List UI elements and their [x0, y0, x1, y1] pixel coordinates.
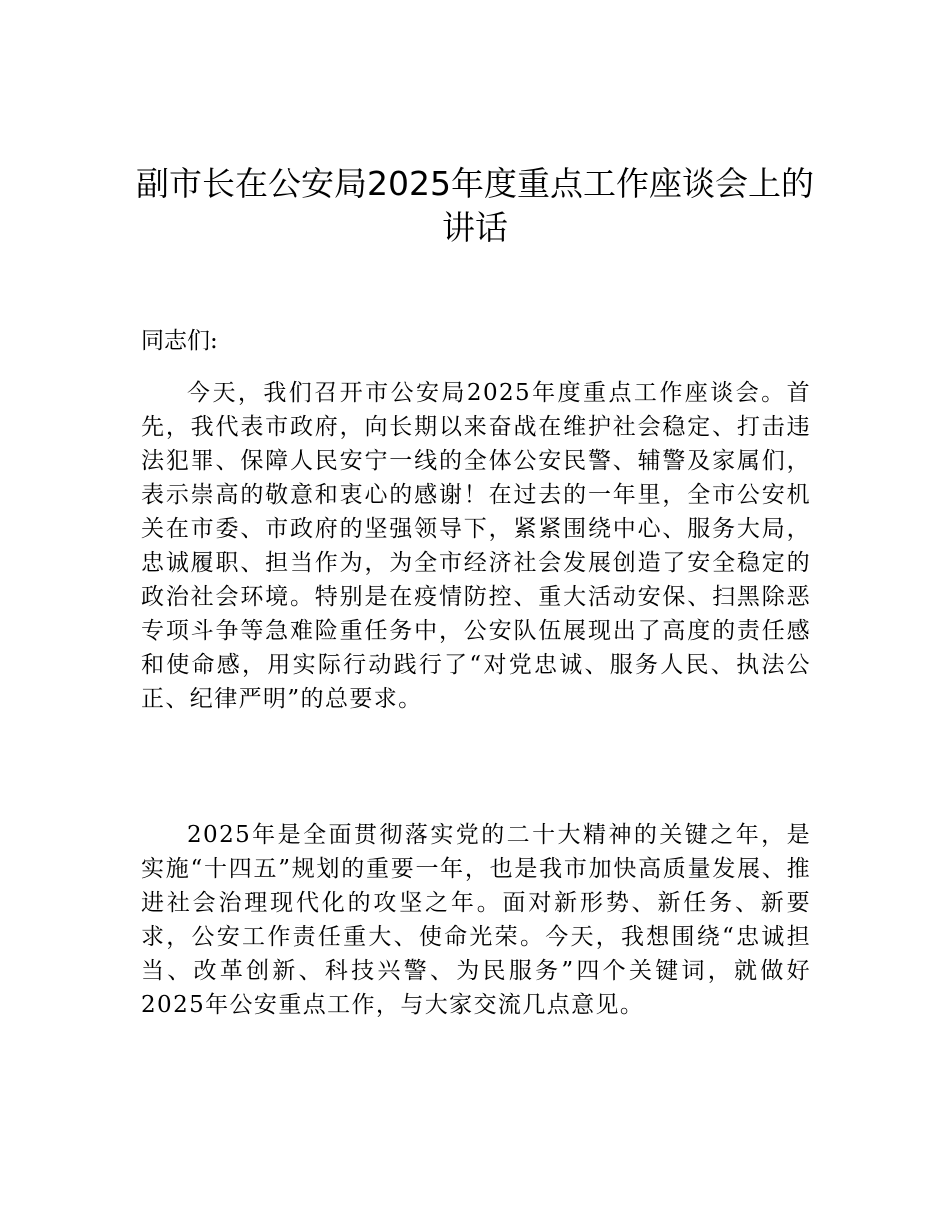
paragraph-2: 2025年是全面贯彻落实党的二十大精神的关键之年，是实施“十四五”规划的重要一年，也是我市加快高质量发展、推进社会治理现代化的攻坚之年。面对新形势、新任务、新要求，公安工作责任重大、使命光荣。今天，我想围绕“忠诚担当、改革创新、科技兴警、为民服务”四个关键词，就做好2025年公安重点工作，与大家交流几点意见。	[141, 822, 811, 1018]
document-title: 副市长在公安局2025年度重点工作座谈会上的讲话	[136, 164, 814, 247]
paragraph-1: 今天，我们召开市公安局2025年度重点工作座谈会。首先，我代表市政府，向长期以来奋战在维护社会稳定、打击违法犯罪、保障人民安宁一线的全体公安民警、辅警及家属们，表示崇高的敬意和衷心的感谢！在过去的一年里，全市公安机关在市委、市政府的坚强领导下，紧紧围绕中心、服务大局，忠诚履职、担当作为，为全市经济社会发展创造了安全稳定的政治社会环境。特别是在疫情防控、重大活动安保、扫黑除恶专项斗争等急难险重任务中，公安队伍展现出了高度的责任感和使命感，用实际行动践行了“对党忠诚、服务人民、执法公正、纪律严明”的总要求。	[141, 380, 811, 712]
salutation: 同志们:	[141, 328, 218, 354]
